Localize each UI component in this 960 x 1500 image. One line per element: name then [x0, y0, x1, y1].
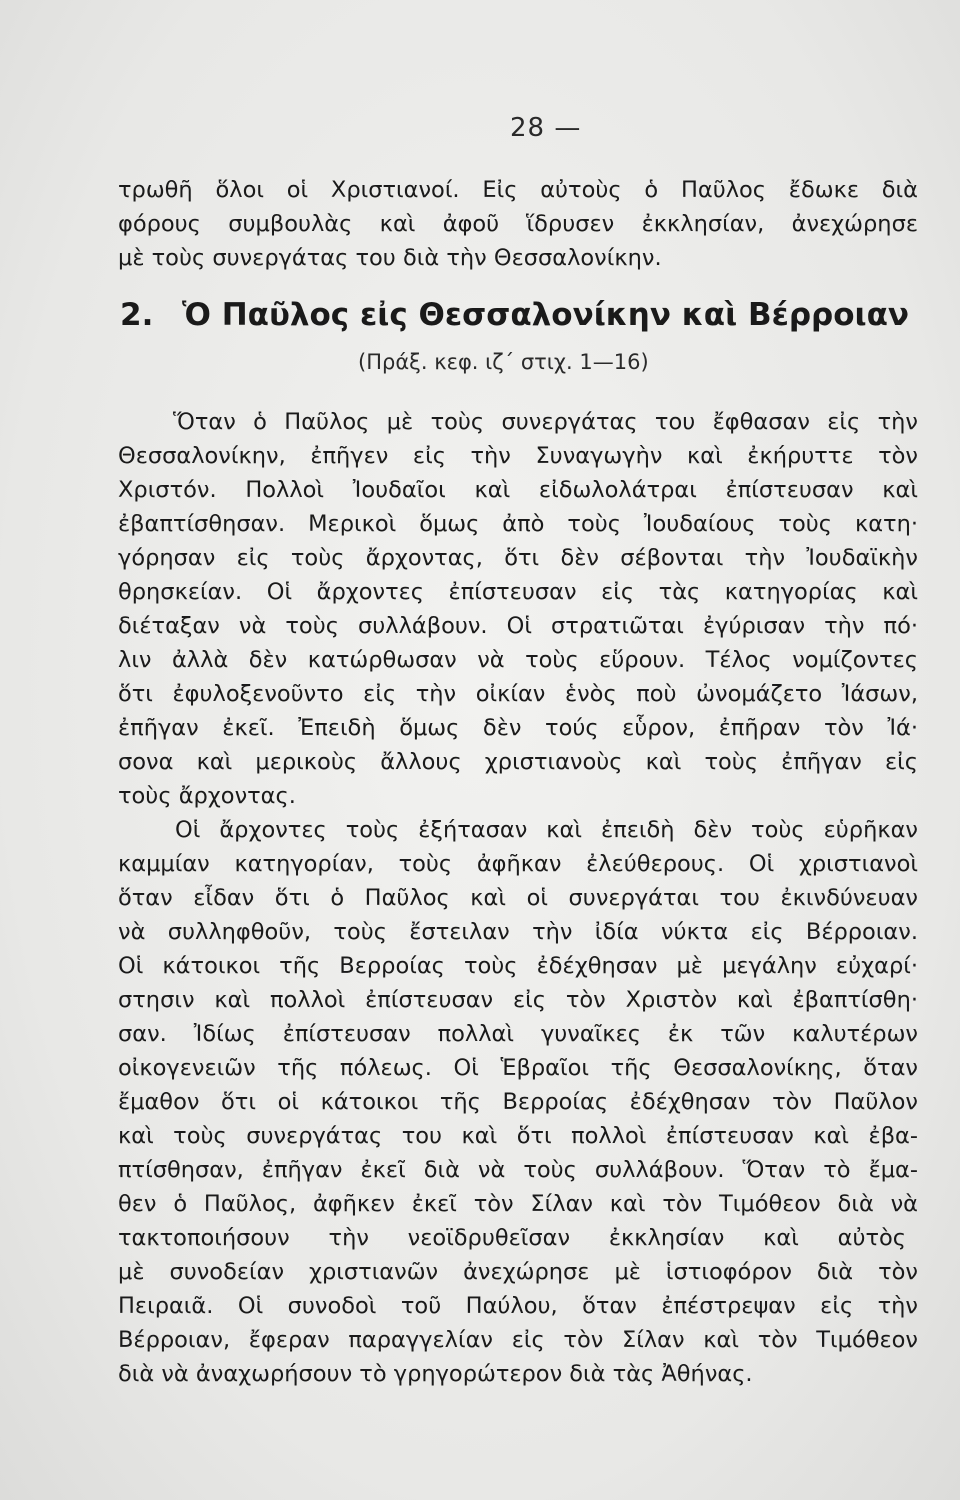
- text-line: σαν. Ἰδίως ἐπίστευσαν πολλαὶ γυναῖκες ἐκ τῶν καλυτέρων: [118, 1021, 918, 1047]
- text-line: σονα καὶ μερικοὺς ἄλλους χριστιανοὺς καὶ τοὺς ἐπῆγαν εἰς: [118, 749, 918, 775]
- text-line: νὰ συλληφθοῦν, τοὺς ἔστειλαν τὴν ἰδία νύκτα εἰς Βέρροιαν.: [118, 919, 918, 945]
- text-line: τοὺς ἄρχοντας.: [118, 783, 296, 809]
- text-line: λιν ἀλλὰ δὲν κατώρθωσαν νὰ τοὺς εὕρουν. Τέλος νομίζοντες: [118, 647, 918, 673]
- text-line: Βέρροιαν, ἔφεραν παραγγελίαν εἰς τὸν Σίλαν καὶ τὸν Τιμόθεον: [118, 1327, 918, 1353]
- text-line: Θεσσαλονίκην, ἐπῆγεν εἰς τὴν Συναγωγὴν καὶ ἐκήρυττε τὸν: [118, 443, 918, 469]
- text-line: διὰ νὰ ἀναχωρήσουν τὸ γρηγορώτερον διὰ τὰς Ἀθήνας.: [118, 1361, 753, 1387]
- text-line: ὅτι ἐφυλοξενοῦντο εἰς τὴν οἰκίαν ἑνὸς ποὺ ὠνομάζετο Ἰάσων,: [118, 681, 918, 707]
- text-line: οἰκογενειῶν τῆς πόλεως. Οἱ Ἑβραῖοι τῆς Θεσσαλονίκης, ὅταν: [118, 1055, 918, 1081]
- text-line: φόρους συμβουλὰς καὶ ἀφοῦ ἵδρυσεν ἐκκλησίαν, ἀνεχώρησε: [118, 211, 918, 237]
- text-line: καμμίαν κατηγορίαν, τοὺς ἀφῆκαν ἐλεύθερους. Οἱ χριστιανοὶ: [118, 851, 918, 877]
- text-line: μὲ συνοδείαν χριστιανῶν ἀνεχώρησε μὲ ἱστιοφόρον διὰ τὸν: [118, 1259, 918, 1285]
- text-line: τρωθῆ ὅλοι οἱ Χριστιανοί. Εἰς αὐτοὺς ὁ Παῦλος ἔδωκε διὰ: [118, 177, 918, 203]
- text-line: γόρησαν εἰς τοὺς ἄρχοντας, ὅτι δὲν σέβονται τὴν Ἰουδαϊκὴν: [118, 545, 918, 571]
- text-line: μὲ τοὺς συνεργάτας του διὰ τὴν Θεσσαλονίκην.: [118, 245, 662, 271]
- text-line: Οἱ κάτοικοι τῆς Βερροίας τοὺς ἐδέχθησαν μὲ μεγάλην εὐχαρί·: [118, 953, 918, 979]
- text-line: ἐβαπτίσθησαν. Μερικοὶ ὅμως ἀπὸ τοὺς Ἰουδαίους τοὺς κατη·: [118, 511, 918, 537]
- page-number: 28 —: [510, 113, 582, 143]
- text-line: στησιν καὶ πολλοὶ ἐπίστευσαν εἰς τὸν Χριστὸν καὶ ἐβαπτίσθη·: [118, 987, 918, 1013]
- text-line: καὶ τοὺς συνεργάτας του καὶ ὅτι πολλοὶ ἐπίστευσαν καὶ ἐβα-: [118, 1123, 918, 1149]
- text-line: Ὅταν ὁ Παῦλος μὲ τοὺς συνεργάτας του ἔφθασαν εἰς τὴν: [173, 409, 918, 435]
- text-line: ἔμαθον ὅτι οἱ κάτοικοι τῆς Βερροίας ἐδέχθησαν τὸν Παῦλον: [118, 1089, 918, 1115]
- text-line: Πειραιᾶ. Οἱ συνοδοὶ τοῦ Παύλου, ὅταν ἐπέστρεψαν εἰς τὴν: [118, 1293, 918, 1319]
- text-line: διέταξαν νὰ τοὺς συλλάβουν. Οἱ στρατιῶται ἐγύρισαν τὴν πό·: [118, 613, 918, 639]
- text-line: θεν ὁ Παῦλος, ἀφῆκεν ἐκεῖ τὸν Σίλαν καὶ τὸν Τιμόθεον διὰ νὰ: [118, 1191, 918, 1217]
- text-line: Χριστόν. Πολλοὶ Ἰουδαῖοι καὶ εἰδωλολάτραι ἐπίστευσαν καὶ: [118, 477, 918, 503]
- text-line: ὅταν εἶδαν ὅτι ὁ Παῦλος καὶ οἱ συνεργάται του ἐκινδύνευαν: [118, 885, 918, 911]
- text-line: πτίσθησαν, ἐπῆγαν ἐκεῖ διὰ νὰ τοὺς συλλάβουν. Ὅταν τὸ ἔμα-: [118, 1157, 918, 1183]
- text-line: τακτοποιήσουν τὴν νεοϊδρυθεῖσαν ἐκκλησίαν καὶ αὐτὸς: [118, 1225, 906, 1251]
- section-number: 2.: [120, 297, 154, 333]
- text-line: Οἱ ἄρχοντες τοὺς ἐξήτασαν καὶ ἐπειδὴ δὲν τοὺς εὑρῆκαν: [175, 817, 918, 843]
- scripture-reference: (Πράξ. κεφ. ιζ΄ στιχ. 1—16): [358, 350, 649, 374]
- section-title: Ὁ Παῦλος εἰς Θεσσαλονίκην καὶ Βέρροιαν: [182, 297, 910, 333]
- text-line: ἐπῆγαν ἐκεῖ. Ἐπειδὴ ὅμως δὲν τούς εὗρον, ἐπῆραν τὸν Ἰά·: [118, 715, 918, 741]
- section-heading: [120, 295, 920, 335]
- text-line: θρησκείαν. Οἱ ἄρχοντες ἐπίστευσαν εἰς τὰς κατηγορίας καὶ: [118, 579, 918, 605]
